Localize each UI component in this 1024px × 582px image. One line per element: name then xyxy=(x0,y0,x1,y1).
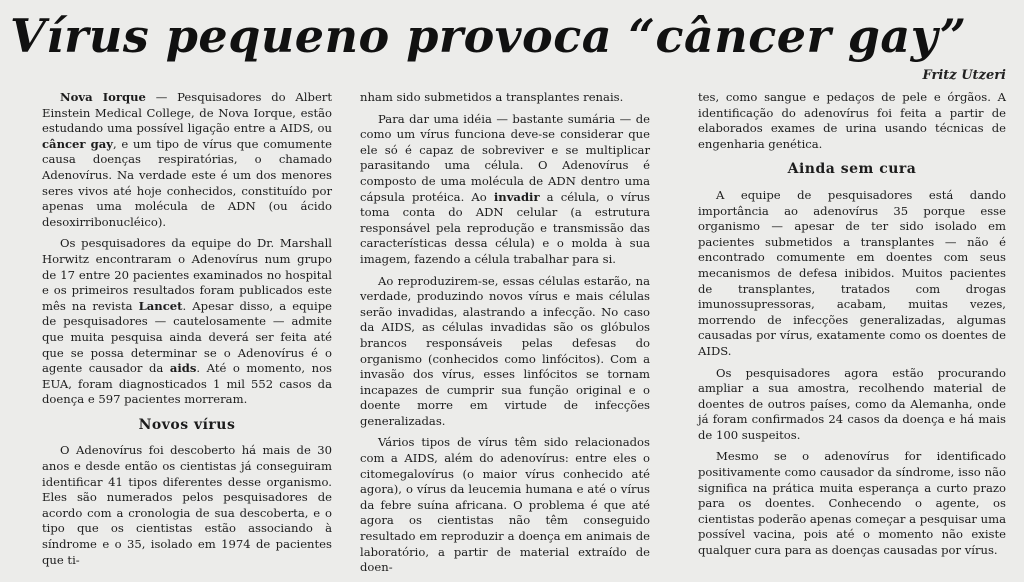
section-heading: Novos vírus xyxy=(138,416,236,433)
paragraph xyxy=(42,90,332,230)
section-heading: Ainda sem cura xyxy=(787,161,917,178)
dateline: Nova Iorque xyxy=(60,90,146,104)
text-run: . Apesar disso, a equipe de pesquisadores — cautelosamente — admite que muita pesquisa ainda deverá ser feita até que se possa determinar se o Adenovírus é o agente causador da xyxy=(42,298,332,376)
paragraph: O Adenovírus foi descoberto há mais de 30 anos e desde então os cientistas já conseguiram identificar 41 tipos diferentes desse organismo. Eles são numerados pelos pesquisadores de acordo com a cronologia de sua descoberta, e o tipo que os cientistas estão associando à síndrome e o 35, isolado em 1974 de pacientes que ti- xyxy=(42,443,332,567)
paragraph: A equipe de pesquisadores está dando importância ao adenovírus 35 porque esse organismo — apesar de ter sido isolado em pacientes submetidos a transplantes — não é encontrado comumente em doentes com seus mecanismos de defesa inibidos. Muitos pacientes de transplantes, tratados com drogas imunossupressoras, acabam, muitas vezes, morrendo de infecções generalizadas, algumas causadas por vírus, exatamente como os doentes de AIDS. xyxy=(698,187,1006,358)
text-run: — Pesquisadores do Albert Einstein Medical College, de Nova Iorque, estão estudando uma possível ligação entre a AIDS, ou xyxy=(42,90,333,136)
text-run: a célula, o vírus toma conta do ADN celular (a estrutura responsável pela reprodução e transmissão das características dessa célula) e o molda à sua imagem, fazendo a célula trabalhar para si. xyxy=(360,189,650,266)
paragraph: Os pesquisadores agora estão procurando ampliar a sua amostra, recolhendo material de doentes de outros países, como da Alemanha, onde já foram confirmados 24 casos da doença e há mais de 100 suspeitos. xyxy=(698,365,1006,442)
paragraph: Mesmo se o adenovírus for identificado positivamente como causador da síndrome, isso não significa na prática muita esperança a curto prazo para os doentes. Conhecendo o agente, os cientistas poderão apenas começar a pesquisar uma possível vacina, pois até o momento não existe qualquer cura para as doenças causadas por vírus. xyxy=(698,449,1006,558)
article-column-3 xyxy=(698,90,1006,565)
article-column-2 xyxy=(360,90,650,582)
byline: Fritz Utzeri xyxy=(922,68,1006,83)
headline: Vírus pequeno provoca “câncer gay” xyxy=(10,9,967,63)
bold-term: Lancet xyxy=(138,298,183,313)
paragraph: tes, como sangue e pedaços de pele e órgãos. A identificação do adenovírus foi feita a partir de elaborados exames de urina usando técnicas de engenharia genética. xyxy=(698,90,1006,151)
paragraph: Ao reproduzirem-se, essas células estarão, na verdade, produzindo novos vírus e mais células serão invadidas, alastrando a infecção. No caso da AIDS, as células invadidas são os glóbulos brancos responsáveis pelas defesas do organismo (conhecidos como linfócitos). Com a invasão dos vírus, esses linfócitos se tornam incapazes de cumprir sua função original e o doente morre em virtude de infecções generalizadas. xyxy=(360,273,650,428)
text-run: . Até o momento, nos EUA, foram diagnosticados 1 mil 552 casos da doença e 597 pacientes morreram. xyxy=(42,361,332,407)
bold-term: invadir xyxy=(493,189,540,204)
bold-term: câncer gay xyxy=(42,136,113,151)
paragraph: nham sido submetidos a transplantes renais. xyxy=(360,90,624,104)
article-column-1 xyxy=(42,90,332,574)
paragraph xyxy=(360,112,650,268)
text-run: , e um tipo de vírus que comumente causa doenças respiratórias, o chamado Adenovírus. Na verdade este é um dos menores seres vivos até hoje conhecidos, constituído por apenas uma molécula de ADN (ou ácido desoxirribonucléico). xyxy=(42,136,332,229)
text-run: Para dar uma idéia — bastante sumária — de como um vírus funciona deve-se considerar que ele só é capaz de sobreviver e se multiplicar parasitando uma célula. O Adenovírus é composto de uma molécula de ADN dentro uma cápsula protéica. Ao xyxy=(360,111,650,204)
text-run: Os pesquisadores da equipe do Dr. Marshall Horwitz encontraram o Adenovírus num grupo de 17 entre 20 pacientes examinados no hospital e os primeiros resultados foram publicados este mês na revista xyxy=(42,236,332,313)
paragraph: Vários tipos de vírus têm sido relacionados com a AIDS, além do adenovírus: entre eles o citomegalovírus (o maior vírus conhecido até agora), o vírus da leucemia humana e até o vírus da febre suína africana. O problema é que até agora os cientistas não têm conseguido resultado em reproduzir a doença em animais de laboratório, a partir de material extraído de doen- xyxy=(360,435,650,575)
bold-term: aids xyxy=(169,361,197,376)
paragraph xyxy=(42,236,332,408)
